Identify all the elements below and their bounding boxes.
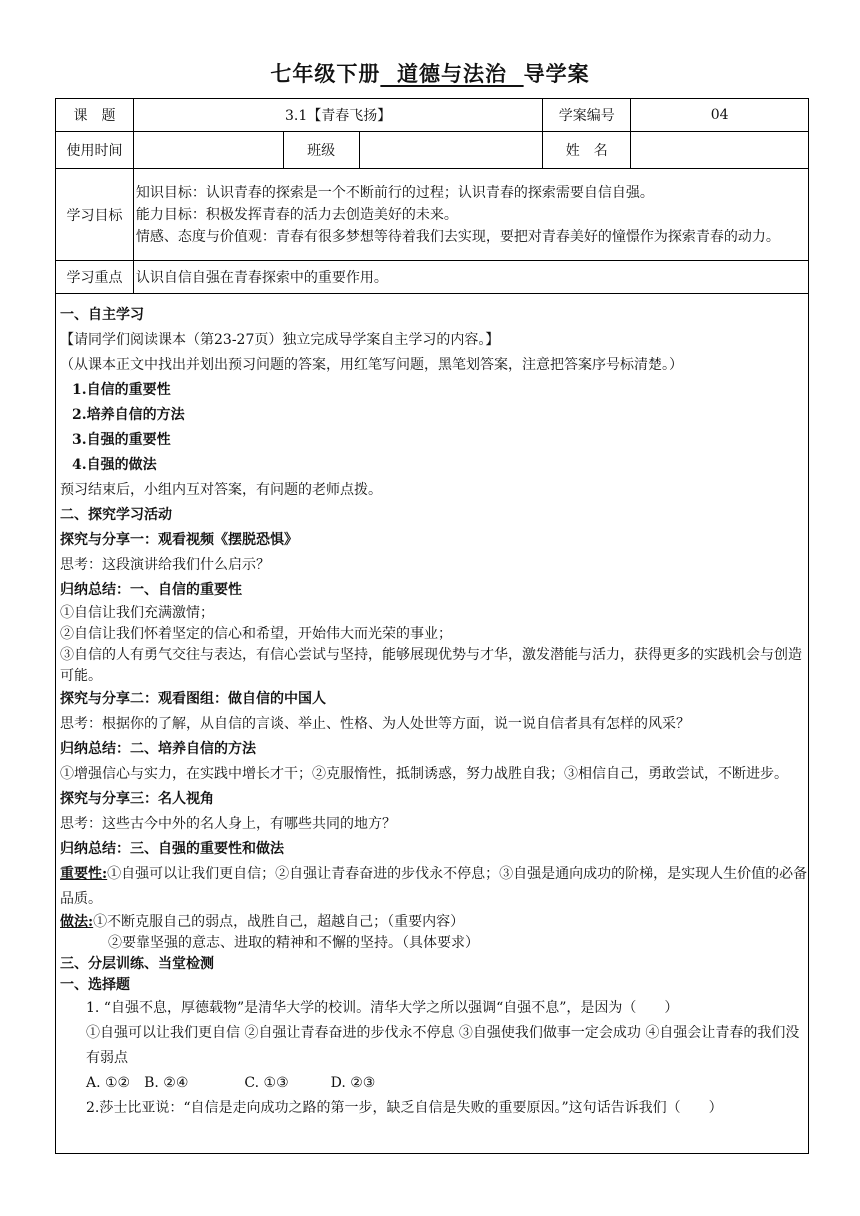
section-self-study-title: 一、自主学习 [60,307,144,323]
goals-label: 学习目标 [56,169,134,261]
question-1: 1. “自强不息，厚德载物”是清华大学的校训。清华大学之所以强调“自强不息”，是因为（ ） [86,1000,679,1016]
self-study-note: （从课本正文中找出并划出预习问题的答案，用红笔写问题，黑笔划答案，注意把答案序号标清楚。） [60,357,683,373]
question-1-statements: ①自强可以让我们更自信 ②自强让青春奋进的步伐永不停息 ③自强使我们做事一定会成功 ④自强会让青春的我们没有弱点 [86,1025,800,1066]
focus-value: 认识自信自强在青春探索中的重要作用。 [133,261,808,294]
page-title [0,58,860,88]
importance-text: ①自强可以让我们更自信；②自强让青春奋进的步伐永不停息；③自强是通向成功的阶梯，是实现人生价值的必备品质。 [60,866,808,907]
time-label: 使用时间 [56,132,134,169]
choice-section-title: 一、选择题 [60,977,130,993]
title-subject [380,61,523,86]
explore-2-summary: 归纳总结：二、培养自信的方法 [60,741,256,757]
case-no-value: 04 [631,99,809,132]
explore-3-summary: 归纳总结：三、自强的重要性和做法 [60,841,284,857]
class-label: 班级 [283,132,359,169]
method-line-1 [60,912,808,933]
section-explore-title: 二、探究学习活动 [60,507,172,523]
preview-item: 2.培养自信的方法 [72,407,185,423]
preview-item: 3.自强的重要性 [72,432,171,448]
method-label: 做法: [60,914,94,930]
title-subject-text: 道德与法治 [397,61,507,86]
method-text-1: ①不断克服自己的弱点，战胜自己，超越自己；（重要内容） [93,914,465,930]
importance-label: 重要性: [60,866,108,882]
title-prefix: 七年级下册 [270,61,381,86]
explore-1-question: 思考：这段演讲给我们什么启示？ [60,557,270,573]
lesson-sheet [55,98,809,1154]
topic-value: 3.1【青春飞扬】 [133,99,542,132]
section-practice-title: 三、分层训练、当堂检测 [60,956,214,972]
goal-knowledge: 知识目标：认识青春的探索是一个不断前行的过程；认识青春的探索需要自信自强。 [135,184,654,201]
lesson-body [60,303,808,1121]
explore-2-points: ①增强信心与实力，在实践中增长才干；②克服惰性，抵制诱惑，努力战胜自我；③相信自己，勇敢尝试，不断进步。 [60,766,788,782]
explore-2-question: 思考：根据你的了解，从自信的言谈、举止、性格、为人处世等方面，说一说自信者具有怎样的风采？ [60,716,690,732]
question-2: 2.莎士比亚说：“自信是走向成功之路的第一步，缺乏自信是失败的重要原因。”这句话告诉我们（ ） [86,1100,723,1116]
topic-label: 课 题 [56,99,134,132]
self-study-instruction: 【请同学们阅读课本（第23-27页）独立完成导学案自主学习的内容。】 [60,332,500,348]
goals-list [133,169,808,261]
method-line-2: ②要靠坚强的意志、进取的精神和不懈的坚持。（具体要求） [108,935,479,951]
question-1-choices: A. ①② B. ②④ C. ①③ D. ②③ [86,1075,376,1091]
explore-1-title: 探究与分享一：观看视频《摆脱恐惧》 [60,532,298,548]
importance-paragraph [60,862,808,912]
title-suffix: 导学案 [523,61,590,86]
goal-emotion: 情感、态度与价值观：青春有很多梦想等待着我们去实现，要把对青春美好的憧憬作为探索青春的动力。 [135,228,780,245]
time-field[interactable] [133,132,283,169]
goal-ability: 能力目标：积极发挥青春的活力去创造美好的未来。 [135,206,458,223]
info-table [55,98,809,294]
name-label: 姓 名 [543,132,631,169]
case-no-label: 学案编号 [543,99,631,132]
class-field[interactable] [359,132,543,169]
focus-label: 学习重点 [56,261,134,294]
explore-1-summary: 归纳总结：一、自信的重要性 [60,582,242,598]
explore-2-title: 探究与分享二：观看图组：做自信的中国人 [60,691,326,707]
explore-1-point: ③自信的人有勇气交往与表达，有信心尝试与坚持，能够展现优势与才华，激发潜能与活力，获得更多的实践机会与创造可能。 [60,647,802,684]
explore-3-title: 探究与分享三：名人视角 [60,791,214,807]
self-study-after: 预习结束后，小组内互对答案，有问题的老师点拨。 [60,482,382,498]
preview-item: 1.自信的重要性 [72,382,171,398]
preview-item: 4.自强的做法 [72,457,157,473]
explore-1-point: ②自信让我们怀着坚定的信心和希望，开始伟大而光荣的事业； [60,626,452,642]
explore-1-point: ①自信让我们充满激情； [60,605,214,621]
explore-3-question: 思考：这些古今中外的名人身上，有哪些共同的地方？ [60,816,396,832]
name-field[interactable] [631,132,809,169]
